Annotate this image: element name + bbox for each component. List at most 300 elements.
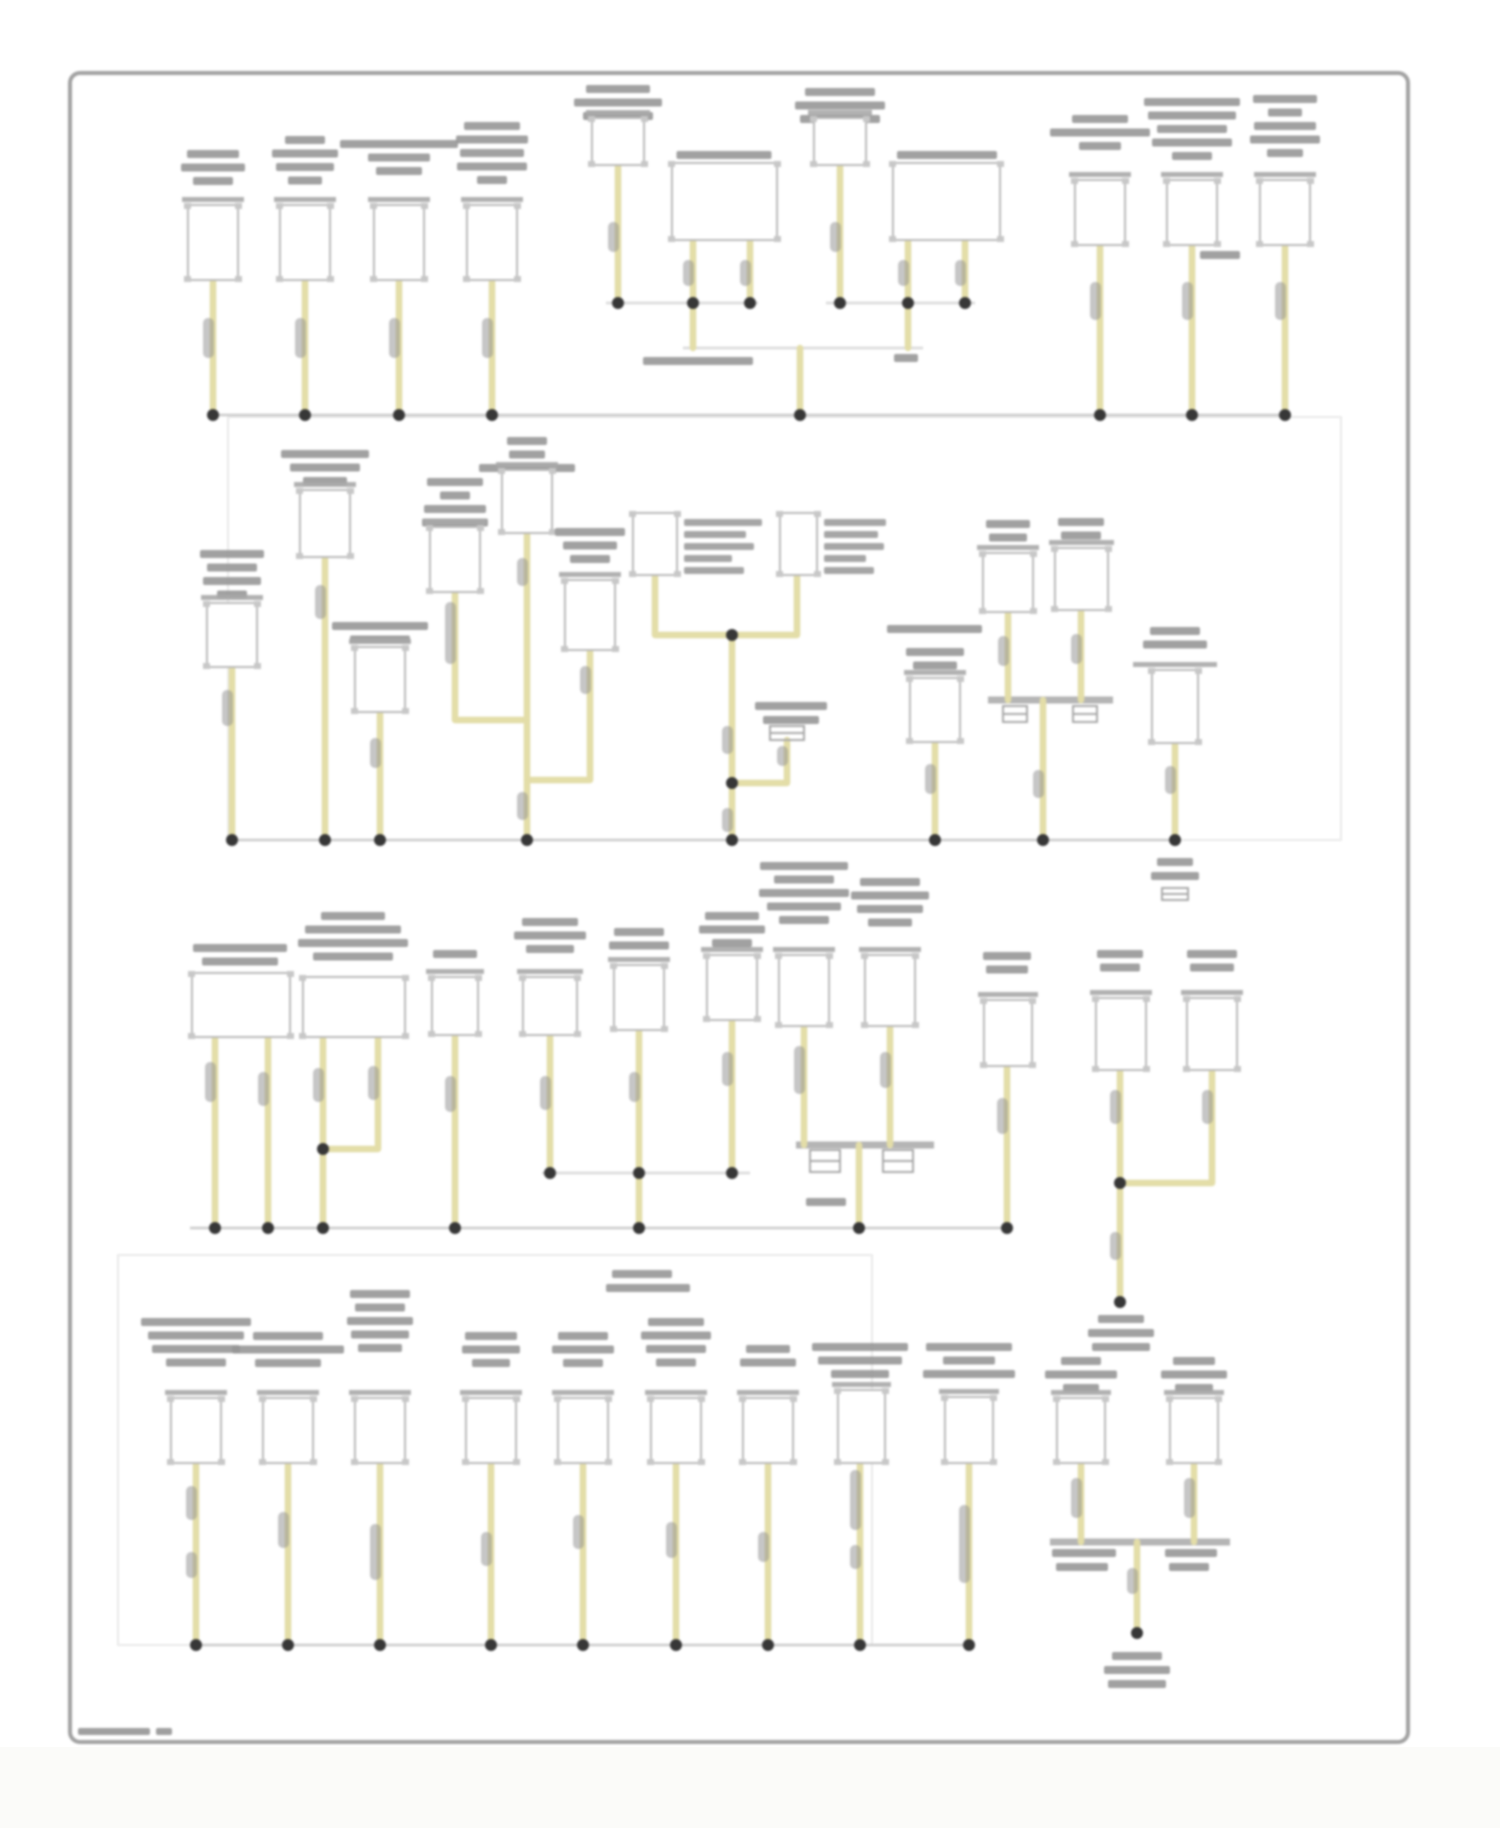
pin-tick [754,953,761,959]
pin-tick [287,1033,294,1039]
component-box [374,205,424,280]
connector-sleeve [794,1046,805,1094]
pin-tick [1071,178,1078,184]
module-text-line [824,519,886,526]
pin-tick [370,203,377,209]
pin-tick [421,276,428,282]
component-label-line [851,892,929,900]
component [1090,950,1152,1072]
pin-tick [889,236,896,242]
component-box [432,977,478,1035]
component [332,622,428,714]
pin-tick [351,1396,358,1402]
connector-strip [201,595,263,600]
pin-tick [775,953,782,959]
label-text-line [887,625,982,633]
pin-tick [299,1033,306,1039]
component-label-line [166,1359,226,1367]
component-label-line [141,1318,251,1326]
component-box [1167,180,1217,245]
pin-tick [610,963,617,969]
pin-tick [661,963,668,969]
pin-tick [790,1459,797,1465]
component-label-line [574,99,662,107]
pin-tick [703,1016,710,1022]
component-label-line [641,1332,711,1340]
ground-dot [1186,409,1198,421]
pin-tick [774,161,781,167]
pin-tick [402,1033,409,1039]
pin-tick [834,1459,841,1465]
connector-sleeve [258,1072,269,1106]
pin-tick [863,116,870,122]
ground-dot [190,1639,202,1651]
connector-sleeve [1110,1232,1121,1260]
connector-strip [349,1390,411,1395]
component-label-line [646,1345,706,1353]
component [347,1290,413,1465]
pin-tick [498,529,505,535]
pin-tick [1307,241,1314,247]
ground-dot [633,1222,645,1234]
label-text-line [894,354,918,362]
component [281,450,369,559]
component-label-line [276,163,334,171]
label-text-line [1169,1563,1209,1571]
component-label-line [351,1331,409,1339]
connector-strip [904,670,966,675]
connector-strip [1161,172,1223,177]
component-label-line [1144,98,1240,106]
connector-sleeve [850,1470,861,1530]
pin-tick [1195,668,1202,674]
pin-tick [554,1396,561,1402]
junction-dot [633,1167,645,1179]
component-label-line [1097,950,1143,958]
pin-tick [647,1459,654,1465]
connector-sleeve [850,1545,861,1569]
ground-dot [485,1639,497,1651]
component [456,122,528,282]
pin-tick [674,571,681,577]
component-label-line [1100,964,1140,972]
component-label-line [465,1332,517,1340]
pin-tick [1122,178,1129,184]
component-label-line [740,1359,796,1367]
component-box [910,678,960,742]
pin-tick [1051,546,1058,552]
component-label-line [288,177,322,185]
pin-tick [259,1396,266,1402]
component [1250,95,1320,247]
component-label-line [255,1359,321,1367]
label-text-line [1151,872,1199,880]
pin-tick [1051,606,1058,612]
module-text-line [684,519,762,526]
pin-tick [1215,1459,1222,1465]
component [1045,1357,1117,1465]
ground-dot [374,834,386,846]
component-label-line [1150,627,1200,635]
pin-tick [698,1459,705,1465]
pin-tick [1166,1396,1173,1402]
pin-tick [1214,241,1221,247]
ground-dot [1114,1296,1126,1308]
connector-strip [645,1390,707,1395]
component-box [1152,670,1198,743]
connector-sleeve [1182,282,1193,320]
pin-tick [814,571,821,577]
connector-sleeve [997,1098,1008,1134]
component-label-line [831,1370,889,1378]
label-text-line [1165,1549,1217,1557]
label-text-line [612,1270,672,1278]
ground-dot [486,409,498,421]
connector-strip [552,1390,614,1395]
connector-sleeve [205,1062,216,1102]
component-label-line [202,958,278,966]
pin-tick [421,203,428,209]
component-box [633,513,677,575]
hatch-stub [1003,706,1027,722]
connector-sleeve [580,666,591,694]
component-label-line [200,550,264,558]
connector-sleeve [573,1515,584,1549]
pin-tick [184,203,191,209]
connector-sleeve [955,260,966,286]
pin-tick [514,276,521,282]
component-label-line [1253,95,1317,103]
component-label-line [298,939,408,947]
label-text-line [643,357,753,365]
pin-tick [605,1396,612,1402]
connector-sleeve [1110,1090,1121,1124]
connector-sleeve [998,636,1009,666]
component [641,1318,711,1465]
connector-strip [808,110,872,115]
component-box [280,205,330,280]
connector-sleeve [1184,1478,1195,1518]
connector-strip [1164,1390,1224,1395]
pin-tick [1195,739,1202,745]
component-box [1170,1398,1218,1463]
pin-tick [475,975,482,981]
pin-tick [477,588,484,594]
component-label-line [340,140,458,148]
pin-tick [1030,551,1037,557]
ground-dot [374,1639,386,1651]
connector-sleeve [666,1522,677,1558]
pin-tick [776,511,783,517]
pin-tick [462,1459,469,1465]
pin-tick [351,1459,358,1465]
connector-strip [1049,540,1114,545]
pin-tick [703,953,710,959]
pin-tick [167,1396,174,1402]
junction-dot [317,1143,329,1155]
component-label-line [522,918,578,926]
connector-sleeve [830,222,841,252]
component-label-line [1157,125,1227,133]
connector-sleeve [481,1532,492,1566]
component [200,550,264,669]
component-label-line [272,150,338,158]
component-label-line [464,122,520,130]
component-label-line [509,451,545,459]
connector-strip [349,639,411,644]
hatch-stub [883,1150,913,1172]
junction-dot [544,1167,556,1179]
pin-tick [754,1016,761,1022]
component [737,1345,799,1465]
component-label-line [281,450,369,458]
connector-strip [424,519,486,524]
component [851,878,929,1028]
pin-tick [588,116,595,122]
connector-sleeve [389,318,400,358]
component-label-line [563,542,617,550]
connector-sleeve [368,1066,379,1100]
component [889,151,1004,242]
component-box [838,1390,885,1463]
pin-tick [668,161,675,167]
page-caption [78,1728,172,1735]
connector-sleeve [482,318,493,358]
component-label-line [857,905,923,913]
connector-strip [182,197,244,202]
ground-dot [1094,409,1106,421]
ground-dot [319,834,331,846]
connector-sleeve [629,1072,640,1102]
ground-dot [521,834,533,846]
component-label-line [285,136,325,144]
ground-dot [317,1222,329,1234]
connector-sleeve [1165,766,1176,794]
connector-sleeve [959,1505,970,1583]
ground-dot [207,409,219,421]
module-text-line [824,555,866,562]
ground-dot [393,409,405,421]
component-box [263,1398,313,1463]
pin-tick [1102,1459,1109,1465]
connector-strip [773,947,835,952]
ground-dot [226,834,238,846]
ground-dot [1169,834,1181,846]
ground-dot [262,1222,274,1234]
pin-tick [1183,1066,1190,1072]
component-box [945,1397,993,1463]
component-label-line [207,564,257,572]
component-label-line [187,150,239,158]
component-box [672,163,777,240]
pin-tick [370,276,377,282]
pin-tick [402,1459,409,1465]
ground-dot [929,834,941,846]
pin-tick [310,1396,317,1402]
pin-tick [906,738,913,744]
component-label-line [860,878,920,886]
connector-strip [461,197,523,202]
pin-tick [668,236,675,242]
pin-tick [990,1395,997,1401]
connector-sleeve [722,1052,733,1086]
junction-dot [834,297,846,309]
pin-tick [1102,1396,1109,1402]
junction-dot [726,777,738,789]
component-label-line [983,952,1031,960]
connector-strip [257,1390,319,1395]
component [460,1332,522,1465]
ground-dot [963,1639,975,1651]
connector-strip [1090,990,1152,995]
pin-tick [259,1459,266,1465]
pin-tick [347,553,354,559]
connector-sleeve [186,1552,197,1578]
connector-sleeve [1127,1568,1138,1594]
connector-sleeve [186,1486,197,1520]
component-box [1057,1398,1105,1463]
component-box [467,205,517,280]
component-box [300,490,350,557]
component-label-line [332,622,428,630]
pin-tick [235,276,242,282]
pin-tick [588,161,595,167]
pin-tick [549,529,556,535]
hatch-stub [1073,706,1097,722]
pin-tick [814,511,821,517]
label-text-line [1056,1563,1108,1571]
component [1049,518,1114,612]
pin-tick [912,1022,919,1028]
label-text-line [1200,251,1240,259]
component-label-line [986,966,1028,974]
connector-sleeve [313,1068,324,1102]
ground-dot [1131,1627,1143,1639]
pin-tick [1029,1062,1036,1068]
component-box [1055,548,1108,610]
pin-tick [1148,739,1155,745]
pin-tick [979,551,986,557]
component-label-line [1148,112,1236,120]
connector-strip [294,482,356,487]
component-box [1096,998,1146,1070]
component-box [707,955,757,1020]
pin-tick [310,1459,317,1465]
pin-tick [296,553,303,559]
component-label-line [152,1345,240,1353]
pin-tick [351,708,358,714]
pin-tick [826,953,833,959]
pin-tick [605,1459,612,1465]
component-label-line [1267,149,1303,157]
component-label-line [433,950,477,958]
connector-strip [165,1390,227,1395]
pin-tick [463,276,470,282]
component-label-line [1254,122,1316,130]
component-box [614,965,664,1030]
pin-tick [997,161,1004,167]
component-label-line [368,154,430,162]
label-text-line [755,702,827,710]
pin-tick [188,971,195,977]
connector-sleeve [722,808,733,832]
pin-tick [327,203,334,209]
component-label-line [552,1346,614,1354]
component-label-line [477,176,507,184]
connector-sleeve [880,1052,891,1088]
component-label-line [614,928,664,936]
component-label-line [767,903,841,911]
pin-tick [554,1459,561,1465]
label-text-line [1108,1680,1166,1688]
connector-sleeve [1071,1478,1082,1518]
pin-tick [906,676,913,682]
component [977,520,1039,614]
pin-tick [184,276,191,282]
ground-dot [449,1222,461,1234]
connector-strip [559,572,621,577]
connector-sleeve [1090,282,1101,320]
ground-dot [853,1222,865,1234]
pin-tick [203,601,210,607]
connector-sleeve [517,558,528,586]
component [141,1318,251,1465]
pin-tick [574,1031,581,1037]
module-text-line [684,555,732,562]
pin-tick [426,525,433,531]
hatch-stub [1162,888,1188,900]
pin-tick [774,236,781,242]
connector-strip [859,947,921,952]
component-box [192,973,290,1037]
component [1144,98,1240,247]
label-text-line [1157,858,1193,866]
connector-strip [517,969,583,974]
ground-wire [1120,1070,1212,1183]
pin-tick [1307,178,1314,184]
connector-strip [368,197,430,202]
ground-wire [732,575,797,635]
junction-dot [612,297,624,309]
component-label-line [193,944,287,952]
pin-tick [1163,241,1170,247]
component [426,950,484,1037]
component-box [651,1398,701,1463]
junction-dot [1114,1177,1126,1189]
component-box [355,647,405,712]
connector-sleeve [203,318,214,358]
connector-sleeve [540,1076,551,1110]
connector-strip [496,462,558,467]
component-box [558,1398,608,1463]
component [422,478,488,594]
connector-strip [978,992,1038,997]
pin-tick [1183,996,1190,1002]
component-label-line [1058,518,1104,526]
ground-dot [299,409,311,421]
junction-dot [726,629,738,641]
pin-tick [1029,998,1036,1004]
component-label-line [1061,1357,1101,1365]
component [978,952,1038,1068]
connector-sleeve [608,222,619,252]
pin-tick [979,608,986,614]
component-label-line [1173,1357,1215,1365]
component [795,88,885,167]
module-text-line [684,531,746,538]
connector-strip [608,957,670,962]
component-label-line [558,1332,608,1340]
